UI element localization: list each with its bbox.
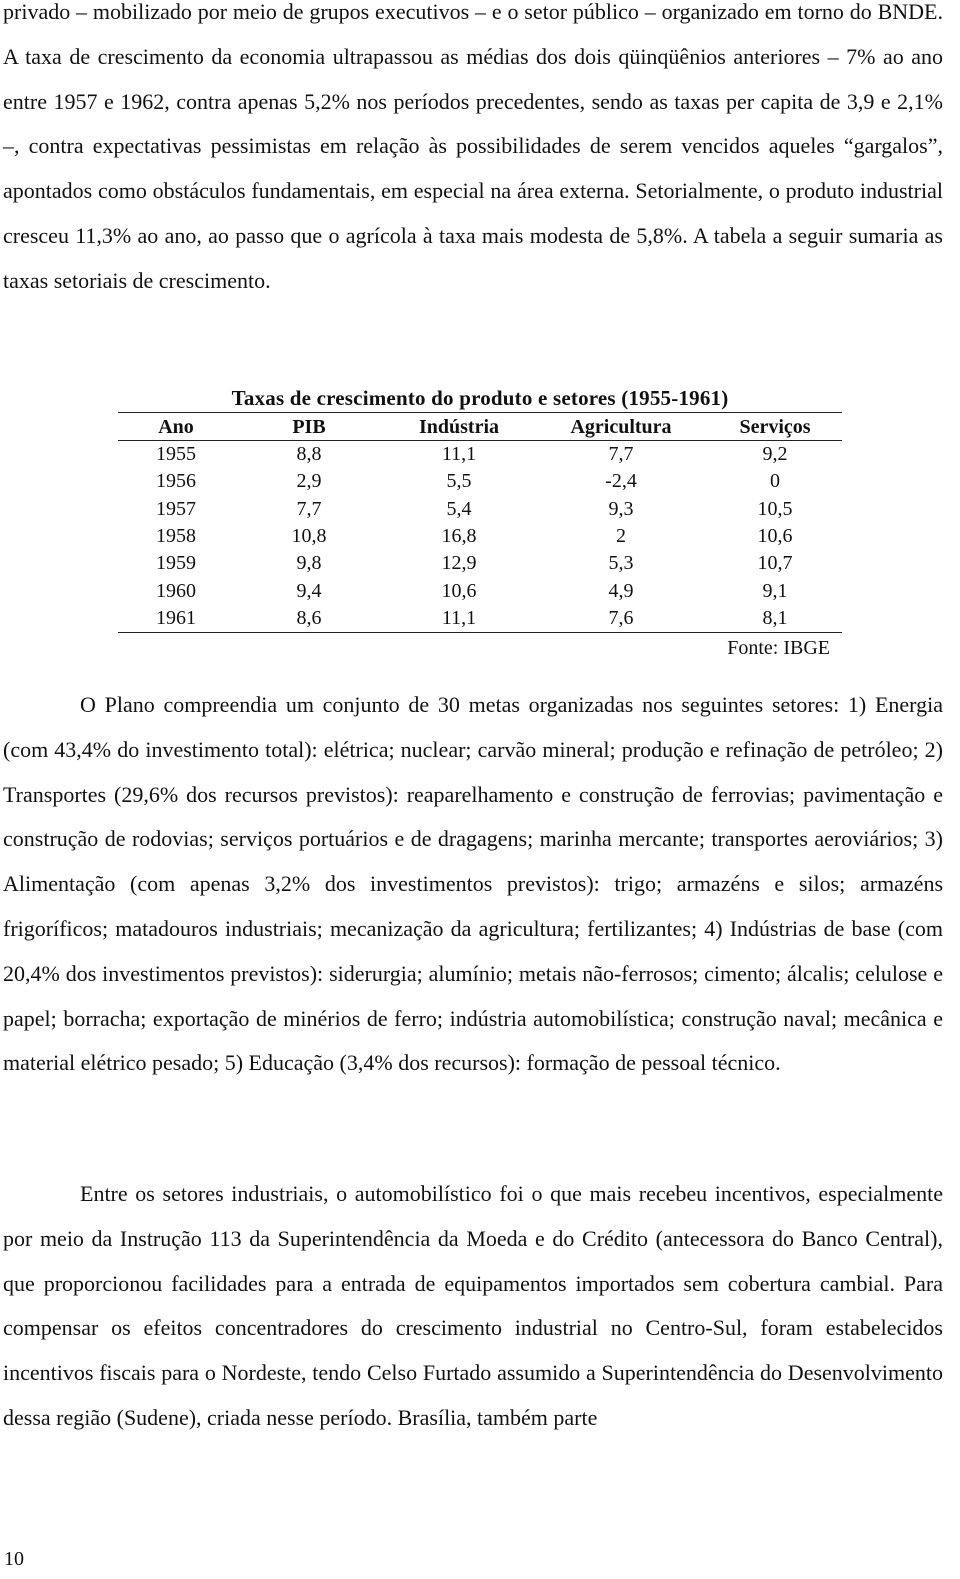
cell-pib: 8,6 [296,606,322,629]
table-row [118,550,842,577]
table-row [118,441,842,469]
cell-ano: 1955 [156,443,196,466]
cell-industria: 16,8 [441,525,477,548]
cell-servicos: 10,5 [757,497,793,520]
cell-servicos: 10,7 [757,552,793,575]
cell-pib: 9,8 [296,552,322,575]
cell-ano: 1961 [156,606,196,629]
cell-industria: 11,1 [441,606,477,629]
cell-agricultura: 2 [616,525,626,548]
cell-industria: 5,5 [446,470,472,493]
table-row [118,577,842,604]
cell-pib: 2,9 [296,470,322,493]
table-grid [118,412,842,633]
table-row [118,523,842,550]
cell-industria: 11,1 [441,443,477,466]
column-header-servicos: Serviços [739,415,811,438]
column-header-agricultura: Agricultura [570,415,672,438]
cell-agricultura: 4,9 [608,579,634,602]
paragraph-plan-goals: O Plano compreendia um conjunto de 30 metas organizadas nos seguintes setores: 1) Energia (com 43,4% do investimento total): elétrica; nuclear; carvão mineral; produção e refinação de petróleo; 2) Transportes (29,6% dos recursos previstos): reaparelhamento e construção de ferrovias; pavimentação e construção de rodovias; serviços portuários e de dragagens; marinha mercante; transportes aeroviários; 3) Alimentação (com apenas 3,2% dos investimentos previstos): trigo; armazéns e silos; armazéns frigoríficos; matadouros industriais; mecanização da agricultura; fertilizantes; 4) Indústrias de base (com 20,4% dos investimentos previstos): siderurgia; alumínio; metais não-ferrosos; cimento; álcalis; celulose e papel; borracha; exportação de minérios de ferro; indústria automobilística; construção naval; mecânica e material elétrico pesado; 5) Educação (3,4% dos recursos): formação de pessoal técnico. [3,692,943,1076]
cell-servicos: 9,2 [762,443,788,466]
cell-servicos: 10,6 [757,525,793,548]
table-row [118,605,842,633]
cell-ano: 1959 [156,552,196,575]
cell-industria: 12,9 [441,552,477,575]
column-header-industria: Indústria [418,415,500,438]
cell-servicos: 0 [770,470,780,493]
table-source-note: Fonte: IBGE [727,637,830,660]
table-row [118,468,842,495]
cell-servicos: 9,1 [762,579,788,602]
column-header-pib: PIB [292,415,326,438]
column-header-ano: Ano [158,415,194,438]
paragraph-industrial-incentives: Entre os setores industriais, o automobilístico foi o que mais recebeu incentivos, especialmente por meio da Instrução 113 da Superintendência da Moeda e do Crédito (antecessora do Banco Central), que proporcionou facilidades para a entrada de equipamentos importados sem cobertura cambial. Para compensar os efeitos concentradores do crescimento industrial no Centro-Sul, foram estabelecidos incentivos fiscais para o Nordeste, tendo Celso Furtado assumido a Superintendência do Desenvolvimento dessa região (Sudene), criada nesse período. Brasília, também parte [3,1181,943,1430]
cell-pib: 9,4 [296,579,322,602]
cell-ano: 1956 [156,470,196,493]
cell-pib: 10,8 [291,525,327,548]
cell-pib: 8,8 [296,443,322,466]
cell-agricultura: 5,3 [608,552,634,575]
table-row [118,496,842,523]
cell-industria: 5,4 [446,497,472,520]
cell-agricultura: 7,7 [608,443,634,466]
table-header-row [118,413,842,441]
table-title: Taxas de crescimento do produto e setores (1955-1961) [231,386,729,410]
cell-agricultura: 7,6 [608,606,634,629]
cell-pib: 7,7 [296,497,322,520]
cell-ano: 1958 [156,525,196,548]
paragraph-intro: privado – mobilizado por meio de grupos executivos – e o setor público – organizado em torno do BNDE. A taxa de crescimento da economia ultrapassou as médias dos dois qüinqüênios anteriores – 7% ao ano entre 1957 e 1962, contra apenas 5,2% nos períodos precedentes, sendo as taxas per capita de 3,9 e 2,1% –, contra expectativas pessimistas em relação às possibilidades de serem vencidos aqueles “gargalos”, apontados como obstáculos fundamentais, em especial na área externa. Setorialmente, o produto industrial cresceu 11,3% ao ano, ao passo que o agrícola à taxa mais modesta de 5,8%. A tabela a seguir sumaria as taxas setoriais de crescimento. [3,0,943,293]
growth-rates-table [118,384,842,661]
cell-agricultura: -2,4 [605,470,637,493]
cell-ano: 1957 [156,497,196,520]
cell-servicos: 8,1 [762,606,788,629]
cell-industria: 10,6 [441,579,477,602]
cell-agricultura: 9,3 [608,497,634,520]
page-number: 10 [4,1548,24,1570]
cell-ano: 1960 [156,579,196,602]
